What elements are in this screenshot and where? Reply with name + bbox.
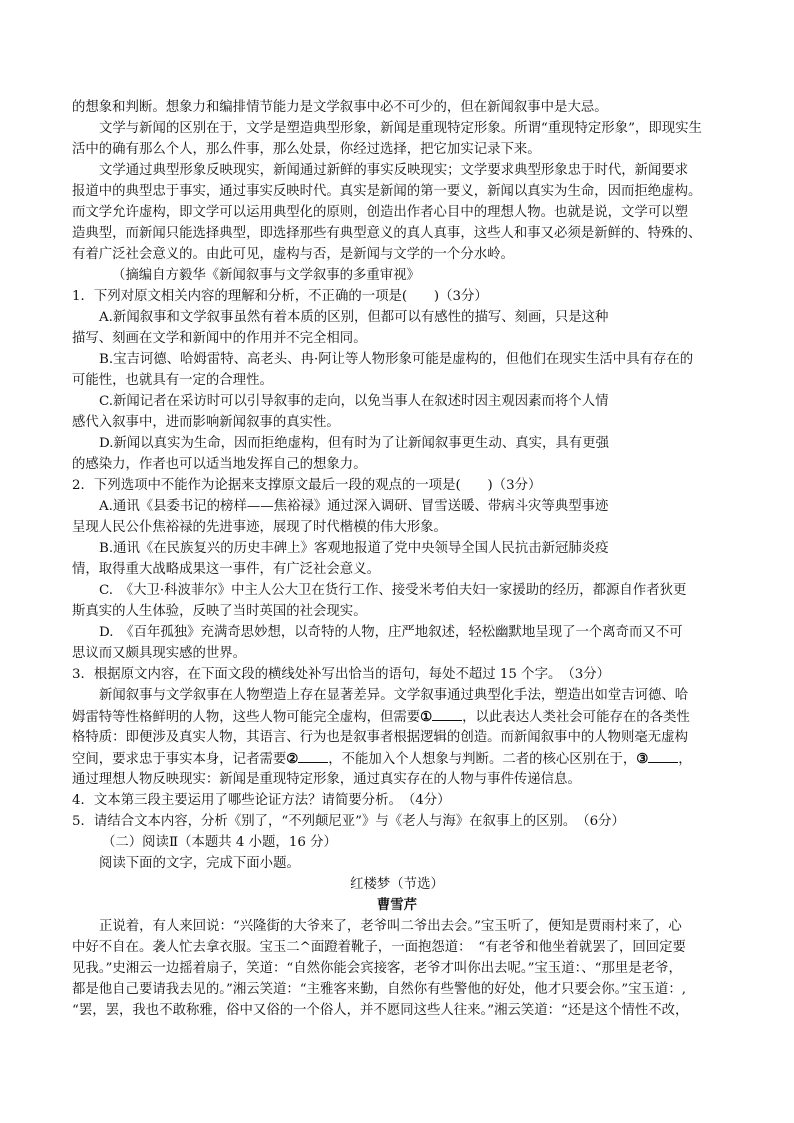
passage-line: 造典型，而新闻只能选择典型，即选择那些有典型意义的真人真事，这些人和事又必须是新鲜的、特殊的、 [72,226,702,241]
section-heading: （二）阅读Ⅱ（本题共 4 小题，16 分） [102,835,337,850]
novel-line: 都是他自己要请我去见的。”湘云笑道：“主雅客来勤，自然你有些警他的好处，他才只要会你。”宝玉道：, [72,982,686,997]
q3-text-line [72,748,722,769]
q3-text-line: 新闻叙事与文学叙事在人物塑造上存在显著差异。文学叙事通过典型化手法，塑造出如堂吉诃德、哈 [99,688,689,703]
q2-option-c: C. 《大卫·科波菲尔》中主人公大卫在货行工作、接受米考伯夫妇一家援助的经历，都源自作者狄更 [99,583,687,598]
q3-text-line: 格特质：即便涉及真实人物，其语言、行为也是叙事者根据逻辑的创造。而新闻叙事中的人物则毫无虚构 [72,730,688,745]
excerpt-author: 曹雪芹 [376,897,418,913]
q3-text: 空间，要求忠于事实本身，记者需要 [72,752,287,767]
answer-blank-2[interactable] [298,748,328,763]
passage-line: 文学通过典型形象反映现实，新闻通过新鲜的事实反映现实；文学要求典型形象忠于时代，新闻要求 [99,163,689,178]
q3-text-line: 通过理想人物反映现实：新闻是重现特定形象，通过真实存在的人物与事件传递信息。 [72,772,581,787]
q2-option-d-cont: 思议而又颇具现实感的世界。 [72,646,247,661]
novel-line: “罢，罢，我也不敢称雅，俗中又俗的一个俗人，并不愿同这些人往来。”湘云笑道：“还是这个情性不改， [72,1003,689,1018]
novel-line: 见我。”史湘云一边摇着扇子，笑道：“自然你能会宾接客，老爷才叫你出去呢。”宝玉道：、“那里是老爷， [72,961,682,976]
passage-line: 的想象和判断。想象力和编排情节能力是文学叙事中必不可少的，但在新闻叙事中是大忌。 [72,100,608,115]
q2-option-d: D. 《百年孤独》充满奇思妙想，以奇特的人物，庄严地叙述，轻松幽默地呈现了一个离奇而又不可 [99,625,683,640]
q2-option-b: B.通讯《在民族复兴的历史丰碑上》客观地报道了党中央领导全国人民抗击新冠肺炎疫 [99,541,609,556]
q2-option-a: A.通讯《县委书记的榜样——焦裕禄》通过深入调研、冒雪送暖、带病斗灾等典型事迹 [99,499,609,514]
blank-marker-3: ③ [636,751,649,767]
passage-line: 文学与新闻的区别在于，文学是塑造典型形象，新闻是重现特定形象。所谓“重现特定形象”，即现实生 [99,121,702,136]
passage-line: 有着广泛社会意义的。由此可见，虚构与否，是新闻与文学的一个分水岭。 [72,247,514,262]
q3-text: 姆雷特等性格鲜明的人物，这些人物可能完全虚构，但需要 [72,710,421,725]
question-4-stem: 4．文本第三段主要运用了哪些论证方法？请简要分析。 （4分） [72,793,451,808]
section-instruction: 阅读下面的文字，完成下面小题。 [99,856,300,871]
q3-text: ， [678,752,692,767]
question-1-stem: 1．下列对原文相关内容的理解和分析，不正确的一项是( )（3分） [72,289,488,304]
answer-blank-3[interactable] [648,748,678,763]
source-citation: （摘编自方毅华《新闻叙事与文学叙事的多重审视》 [112,268,420,283]
question-5-stem: 5．请结合文本内容，分析《别了，“不列颠尼亚”》与《老人与海》在叙事上的区别。 （6分） [72,814,625,829]
document-page [72,97,722,1021]
q1-option-a: A.新闻叙事和文学叙事虽然有着本质的区别，但都可以有感性的描写、刻画，只是这种 [99,310,609,325]
blank-marker-2: ② [286,751,299,767]
question-3-stem: 3．根据原文内容，在下面文段的横线处补写出恰当的语句，每处不超过 15 个字。 （3分） [72,667,611,682]
q2-option-b-cont: 情，取得重大战略成果这一事件，有广泛社会意义。 [72,562,380,577]
q3-text: ，不能加入个人想象与判断。二者的核心区别在于， [328,752,637,767]
excerpt-title: 红楼梦（节选） [350,877,444,892]
q1-option-d-cont: 的感染力，作者也可以适当地发挥自己的想象力。 [72,457,367,472]
answer-blank-1[interactable] [432,706,462,721]
q1-option-c-cont: 感代入叙事中，进而影响新闻叙事的真实性。 [72,415,340,430]
q1-option-b: B.宝吉诃德、哈姆雷特、高老头、冉·阿让等人物形象可能是虚构的，但他们在现实生活中具有存在的 [99,352,694,367]
novel-line: 中好不自在。袭人忙去拿衣服。宝玉二^面蹬着靴子，一面抱怨道： “有老爷和他坐着就罢了，回回定要 [72,940,686,955]
q3-text-line [72,706,722,727]
q2-option-c-cont: 斯真实的人生体验，反映了当时英国的社会现实。 [72,604,367,619]
passage-line: 而文学允许虚构，即文学可以运用典型化的原则，创造出作者心目中的理想人物。也就是说，文学可以塑 [72,205,688,220]
question-2-stem: 2．下列选项中不能作为论据来支撑原文最后一段的观点的一项是( )（3分） [72,478,542,493]
q1-option-b-cont: 可能性，也就具有一定的合理性。 [72,373,273,388]
q1-option-c: C.新闻记者在采访时可以引导叙事的走向，以免当事人在叙述时因主观因素而将个人情 [99,394,609,409]
novel-line: 正说着，有人来回说：“兴隆街的大爷来了，老爷叫二爷出去会。”宝玉听了，便知是贾雨村来了，心 [99,919,682,934]
q1-option-d: D.新闻以真实为生命，因而拒绝虚构，但有时为了让新闻叙事更生动、真实，具有更强 [99,436,609,451]
q1-option-a-cont: 描写、刻画在文学和新闻中的作用并不完全相同。 [72,331,367,346]
q3-text: ，以此表达人类社会可能存在的各类性 [462,710,690,725]
passage-line: 报道中的典型忠于事实，通过事实反映时代。真实是新闻的第一要义，新闻以真实为生命，因而拒绝虚构。 [72,184,702,199]
q2-option-a-cont: 呈现人民公仆焦裕禄的先进事迹，展现了时代楷模的伟大形象。 [72,520,447,535]
blank-marker-1: ① [420,709,433,725]
passage-line: 活中的确有那么个人，那么件事，那么处景，你经过选择，把它加实记录下来。 [72,142,541,157]
